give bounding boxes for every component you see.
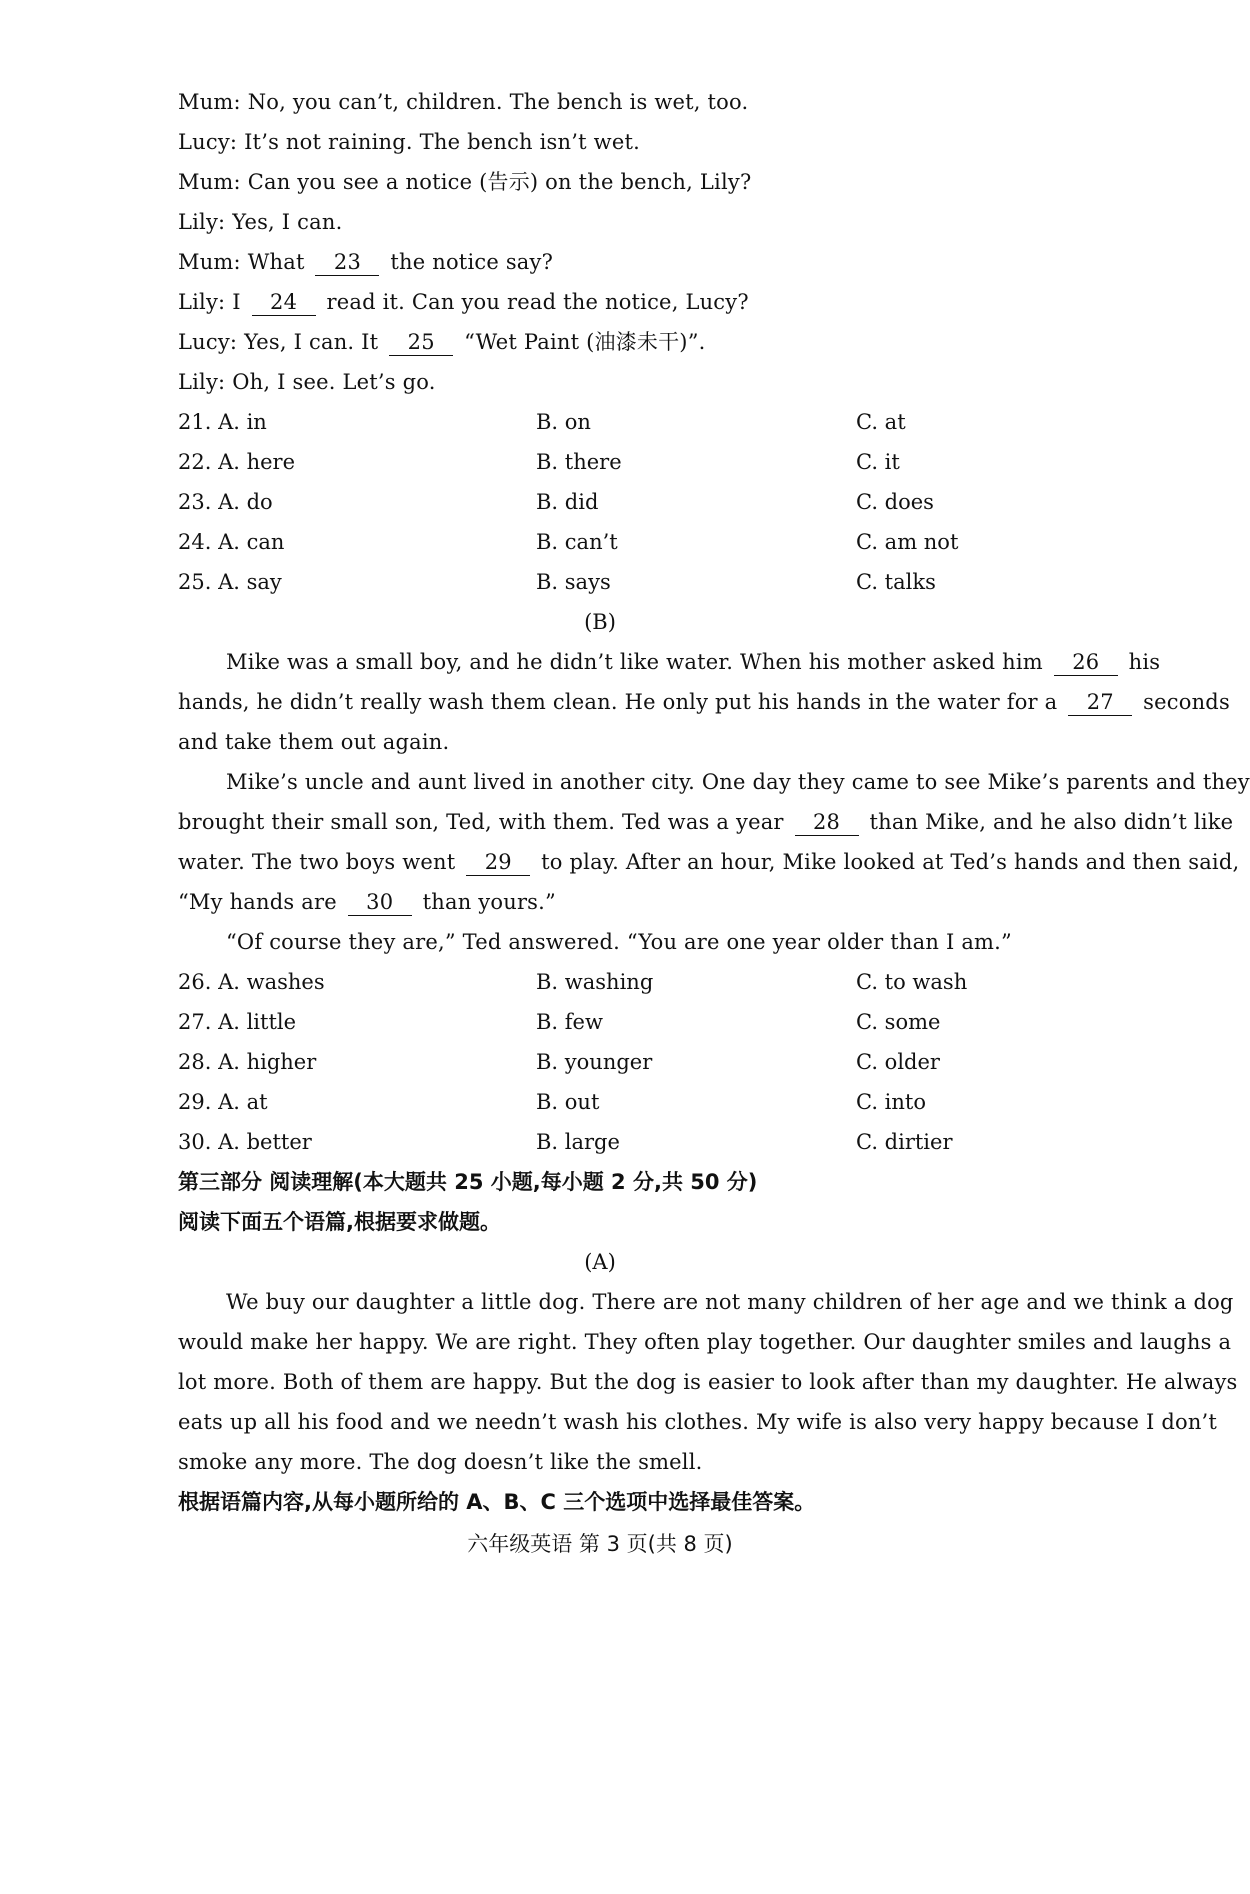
passage-line: Mike’s uncle and aunt lived in another city. One day they came to see Mike’s parents and they	[226, 770, 1250, 794]
option-a[interactable]: 24. A. can	[178, 530, 285, 554]
option-a[interactable]: 21. A. in	[178, 410, 267, 434]
dialogue-text: It’s not raining. The bench isn’t wet.	[244, 130, 640, 154]
speaker: Lily:	[178, 370, 226, 394]
option-b[interactable]: B. on	[536, 410, 591, 434]
part3-heading: 第三部分 阅读理解(本大题共 25 小题,每小题 2 分,共 50 分)	[178, 1170, 758, 1194]
passage-line	[226, 648, 1160, 676]
answer-blank[interactable]: 28	[795, 811, 859, 836]
speaker: Mum:	[178, 90, 241, 114]
option-c[interactable]: C. at	[856, 410, 906, 434]
option-b[interactable]: B. washing	[536, 970, 654, 994]
dialogue-text: What	[247, 250, 305, 274]
option-b[interactable]: B. large	[536, 1130, 620, 1154]
speaker: Lucy:	[178, 330, 238, 354]
option-a[interactable]: 27. A. little	[178, 1010, 297, 1034]
option-a[interactable]: 23. A. do	[178, 490, 273, 514]
dialogue-line	[178, 248, 553, 276]
passage-line	[178, 848, 1239, 876]
option-c[interactable]: C. some	[856, 1010, 941, 1034]
passage-text: water. The two boys went	[178, 850, 456, 874]
dialogue-text: Yes, I can. It	[244, 330, 379, 354]
option-a[interactable]: 28. A. higher	[178, 1050, 317, 1074]
option-c[interactable]: C. does	[856, 490, 934, 514]
option-c[interactable]: C. dirtier	[856, 1130, 953, 1154]
passage-text: Mike was a small boy, and he didn’t like water. When his mother asked him	[226, 650, 1043, 674]
answer-blank[interactable]: 23	[315, 251, 379, 276]
passage-text: hands, he didn’t really wash them clean. He only put his hands in the water for a	[178, 690, 1058, 714]
option-b[interactable]: B. says	[536, 570, 611, 594]
option-a[interactable]: 30. A. better	[178, 1130, 312, 1154]
option-b[interactable]: B. there	[536, 450, 622, 474]
dialogue-line	[178, 128, 640, 156]
option-b[interactable]: B. did	[536, 490, 599, 514]
speaker: Lily:	[178, 290, 226, 314]
part3-instruction: 阅读下面五个语篇,根据要求做题。	[178, 1210, 501, 1234]
passage-line: lot more. Both of them are happy. But the dog is easier to look after than my daughter. He always	[178, 1370, 1238, 1394]
section-title-b: (B)	[584, 610, 616, 634]
option-c[interactable]: C. talks	[856, 570, 936, 594]
dialogue-text: No, you can’t, children. The bench is wet, too.	[247, 90, 749, 114]
option-c[interactable]: C. older	[856, 1050, 940, 1074]
passage-line: “Of course they are,” Ted answered. “You are one year older than I am.”	[226, 930, 1012, 954]
passage-line	[178, 688, 1230, 716]
dialogue-text: Yes, I can.	[232, 210, 343, 234]
option-c[interactable]: C. to wash	[856, 970, 968, 994]
dialogue-text: the notice say?	[390, 250, 554, 274]
option-a[interactable]: 26. A. washes	[178, 970, 325, 994]
speaker: Mum:	[178, 250, 241, 274]
speaker: Lily:	[178, 210, 226, 234]
speaker: Lucy:	[178, 130, 238, 154]
answer-blank[interactable]: 30	[348, 891, 412, 916]
speaker: Mum:	[178, 170, 241, 194]
option-c[interactable]: C. into	[856, 1090, 926, 1114]
option-b[interactable]: B. out	[536, 1090, 600, 1114]
dialogue-line	[178, 368, 436, 396]
passage-line: eats up all his food and we needn’t wash his clothes. My wife is also very happy because I don’t	[178, 1410, 1218, 1434]
dialogue-text: Can you see a notice (告示) on the bench, Lily?	[247, 170, 752, 194]
option-a[interactable]: 22. A. here	[178, 450, 296, 474]
passage-line: and take them out again.	[178, 730, 450, 754]
dialogue-line	[178, 208, 342, 236]
dialogue-text: I	[232, 290, 241, 314]
passage-line: would make her happy. We are right. They often play together. Our daughter smiles and laughs a	[178, 1330, 1232, 1354]
answer-blank[interactable]: 24	[252, 291, 316, 316]
option-c[interactable]: C. am not	[856, 530, 959, 554]
answer-blank[interactable]: 29	[466, 851, 530, 876]
option-b[interactable]: B. can’t	[536, 530, 618, 554]
passage-line: We buy our daughter a little dog. There are not many children of her age and we think a dog	[226, 1290, 1234, 1314]
dialogue-text: “Wet Paint (油漆未干)”.	[464, 330, 706, 354]
dialogue-line	[178, 288, 749, 316]
passage-line: smoke any more. The dog doesn’t like the smell.	[178, 1450, 703, 1474]
option-b[interactable]: B. few	[536, 1010, 603, 1034]
passage-a-instruction: 根据语篇内容,从每小题所给的 A、B、C 三个选项中选择最佳答案。	[178, 1490, 816, 1514]
passage-text: to play. After an hour, Mike looked at Ted’s hands and then said,	[541, 850, 1240, 874]
answer-blank[interactable]: 27	[1068, 691, 1132, 716]
passage-text: brought their small son, Ted, with them. Ted was a year	[178, 810, 784, 834]
dialogue-line	[178, 88, 748, 116]
section-title-a: (A)	[584, 1250, 616, 1274]
passage-text: his	[1128, 650, 1161, 674]
dialogue-line	[178, 168, 751, 196]
passage-text: “My hands are	[178, 890, 337, 914]
page-footer: 六年级英语 第 3 页(共 8 页)	[467, 1532, 733, 1556]
dialogue-line	[178, 328, 706, 356]
option-c[interactable]: C. it	[856, 450, 900, 474]
answer-blank[interactable]: 26	[1054, 651, 1118, 676]
passage-text: seconds	[1143, 690, 1230, 714]
answer-blank[interactable]: 25	[389, 331, 453, 356]
dialogue-text: Oh, I see. Let’s go.	[232, 370, 436, 394]
option-b[interactable]: B. younger	[536, 1050, 653, 1074]
dialogue-text: read it. Can you read the notice, Lucy?	[326, 290, 749, 314]
passage-line	[178, 808, 1233, 836]
passage-text: than Mike, and he also didn’t like	[869, 810, 1234, 834]
passage-line	[178, 888, 556, 916]
option-a[interactable]: 29. A. at	[178, 1090, 268, 1114]
option-a[interactable]: 25. A. say	[178, 570, 282, 594]
passage-text: than yours.”	[422, 890, 556, 914]
